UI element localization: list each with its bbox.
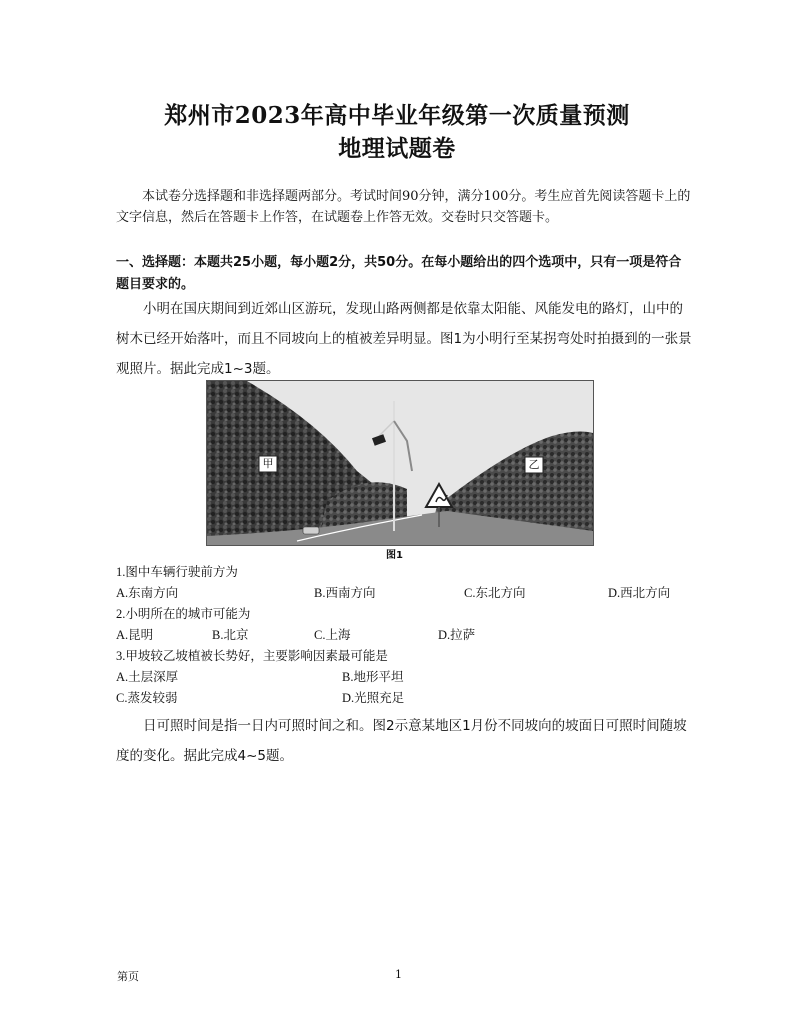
question-2-stem: 2.小明所在的城市可能为	[116, 607, 251, 621]
q3-option-b: B.地形平坦	[342, 670, 404, 684]
slope-label-yi: 乙	[528, 458, 540, 471]
q2-option-b: B.北京	[212, 628, 249, 642]
exam-instructions: 本试卷分选择题和非选择题两部分。考试时间90分钟，满分100分。考生应首先阅读答题卡上的文字信息，然后在答题卡上作答，在试题卷上作答无效。交卷时只交答题卡。	[116, 189, 691, 225]
q2-option-d: D.拉萨	[438, 628, 476, 642]
section-heading: 一、选择题：本题共25小题，每小题2分，共50分。在每小题给出的四个选项中，只有一项是符合题目要求的。	[116, 255, 682, 292]
page-subtitle: 地理试题卷	[338, 135, 456, 162]
passage-2: 日可照时间是指一日内可照时间之和。图2示意某地区1月份不同坡向的坡面日可照时间随坡度的变化。据此完成4~5题。	[116, 718, 687, 764]
q1-option-a: A.东南方向	[116, 586, 179, 600]
q2-option-c: C.上海	[314, 628, 351, 642]
q1-option-b: B.西南方向	[314, 586, 376, 600]
q3-option-d: D.光照充足	[342, 691, 405, 705]
question-1-stem: 1.图中车辆行驶前方为	[116, 565, 238, 579]
q2-option-a: A.昆明	[116, 628, 154, 642]
footer-page-number: 1	[395, 968, 402, 981]
page-title: 郑州市2023年高中毕业年级第一次质量预测	[164, 102, 630, 129]
figure-1-photo	[206, 380, 594, 546]
footer-page-label: 第页	[117, 970, 139, 983]
q1-option-c: C.东北方向	[464, 586, 526, 600]
q3-option-c: C.蒸发较弱	[116, 691, 178, 705]
slope-label-jia: 甲	[262, 457, 274, 470]
q1-option-d: D.西北方向	[608, 586, 671, 600]
q3-option-a: A.土层深厚	[116, 670, 179, 684]
figure-1-caption: 图1	[386, 550, 403, 561]
question-3-stem: 3.甲坡较乙坡植被长势好，主要影响因素最可能是	[116, 649, 388, 663]
passage-1: 小明在国庆期间到近郊山区游玩，发现山路两侧都是依靠太阳能、风能发电的路灯，山中的树木已经开始落叶，而且不同坡向上的植被差异明显。图1为小明行至某拐弯处时拍摄到的一张景观照片。据此完成1~3题。	[116, 301, 692, 377]
